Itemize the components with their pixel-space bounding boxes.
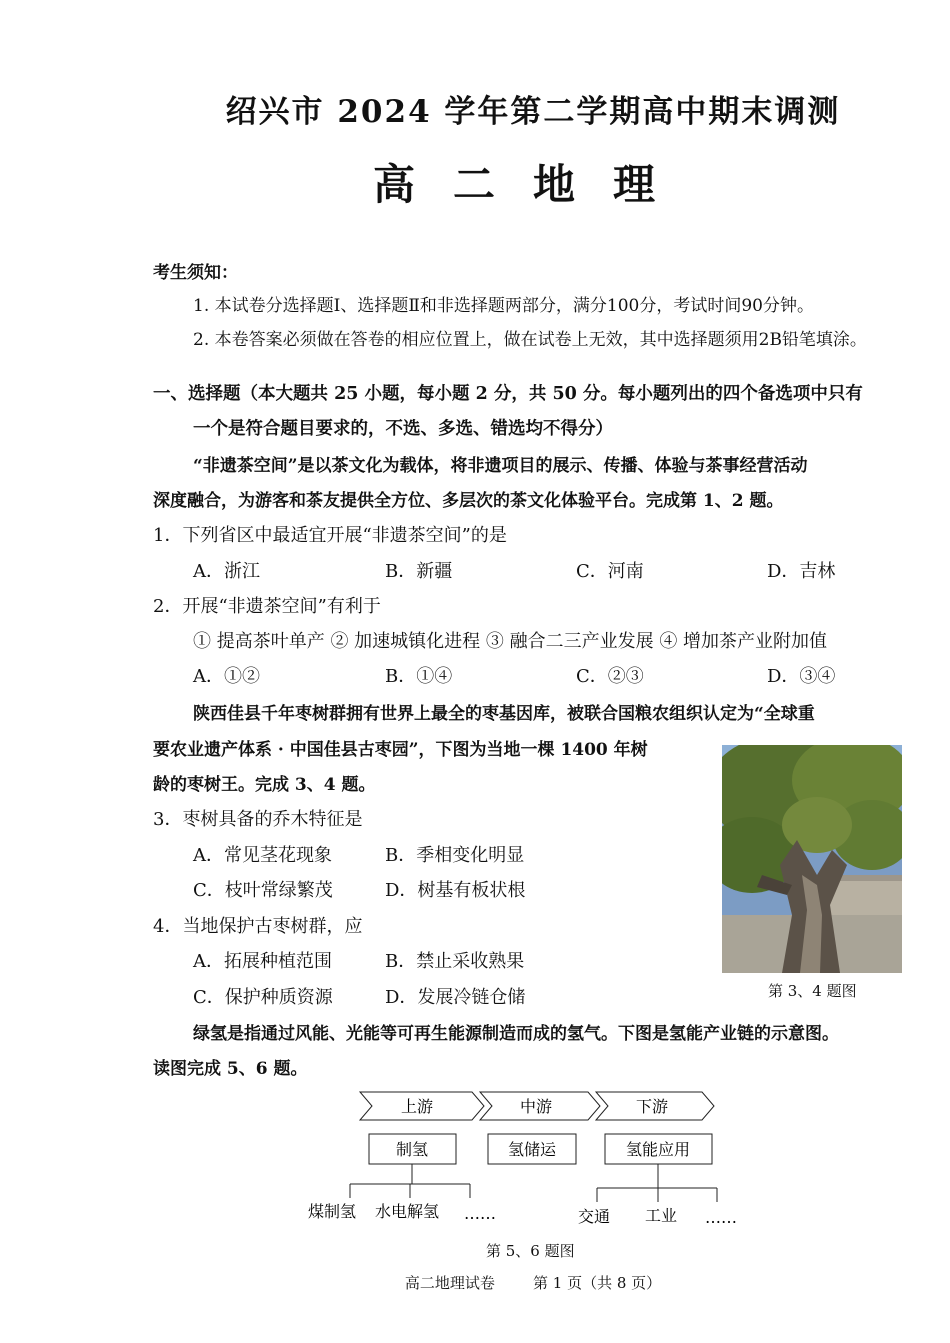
q2-stem: 2．开展“非遗茶空间”有利于 (153, 596, 381, 617)
stage-label-upstream: 上游 (400, 1097, 434, 1116)
child-down-ellipsis: …… (705, 1208, 737, 1227)
q4-option-a: A．拓展种植范围 (193, 951, 332, 972)
q3-stem: 3．枣树具备的乔木特征是 (153, 809, 363, 830)
q3-option-d: D．树基有板状根 (385, 880, 526, 901)
jujube-tree-photo (722, 745, 902, 973)
q3-option-c: C．枝叶常绿繁茂 (193, 880, 333, 901)
passage-2-line-1: 陕西佳县千年枣树群拥有世界上最全的枣基因库，被联合国粮农组织认定为“全球重 (193, 704, 815, 724)
stage-label-downstream: 下游 (635, 1097, 669, 1116)
section-heading-line-2: 一个是符合题目要求的，不选、多选、错选均不得分） (193, 419, 613, 439)
child-industry: 工业 (644, 1206, 678, 1225)
stage-label-midstream: 中游 (519, 1097, 553, 1116)
q4-option-c: C．保护种质资源 (193, 987, 333, 1008)
notice-item-2: 2. 本卷答案必须做在答卷的相应位置上，做在试卷上无效，其中选择题须用2B铅笔填涂。 (193, 330, 867, 350)
box-label-application: 氢能应用 (625, 1140, 691, 1159)
hydrogen-industry-chain-diagram (300, 1086, 750, 1236)
box-label-production: 制氢 (395, 1140, 429, 1159)
page-footer: 高二地理试卷 第 1 页（共 8 页） (404, 1274, 662, 1292)
passage-1-line-2: 深度融合，为游客和茶友提供全方位、多层次的茶文化体验平台。完成第 1、2 题。 (153, 491, 784, 511)
section-heading-line-1: 一、选择题（本大题共 25 小题，每小题 2 分，共 50 分。每小题列出的四个备选项中只有 (153, 384, 863, 404)
q4-option-d: D．发展冷链仓储 (385, 987, 526, 1008)
passage-2-line-2: 要农业遗产体系 · 中国佳县古枣园”，下图为当地一棵 1400 年树 (153, 740, 648, 760)
q1-option-c: C．河南 (576, 561, 644, 582)
passage-3-line-2: 读图完成 5、6 题。 (153, 1059, 308, 1079)
child-up-ellipsis: …… (464, 1204, 496, 1223)
q1-option-d: D．吉林 (767, 561, 836, 582)
subject-title: 高二地理 (372, 160, 693, 209)
q4-stem: 4．当地保护古枣树群，应 (153, 916, 363, 937)
q2-option-b: B．①④ (385, 666, 453, 687)
figure-5-6-caption: 第 5、6 题图 (486, 1242, 575, 1260)
q2-option-a: A．①② (193, 666, 260, 687)
q2-option-d: D．③④ (767, 666, 836, 687)
passage-2-line-3: 龄的枣树王。完成 3、4 题。 (153, 775, 376, 795)
q1-option-a: A．浙江 (193, 561, 260, 582)
figure-3-4-caption: 第 3、4 题图 (768, 982, 857, 1000)
q1-option-b: B．新疆 (385, 561, 453, 582)
passage-3-line-1: 绿氢是指通过风能、光能等可再生能源制造而成的氢气。下图是氢能产业链的示意图。 (193, 1024, 839, 1044)
q2-option-c: C．②③ (576, 666, 644, 687)
notice-heading: 考生须知： (153, 263, 238, 283)
q3-option-b: B．季相变化明显 (385, 845, 525, 866)
child-coal-hydrogen: 煤制氢 (307, 1202, 357, 1221)
q3-option-a: A．常见茎花现象 (193, 845, 332, 866)
exam-title: 绍兴市 2024 学年第二学期高中期末调测 (225, 94, 841, 130)
q2-items: ① 提高茶叶单产 ② 加速城镇化进程 ③ 融合二三产业发展 ④ 增加茶产业附加值 (193, 631, 828, 652)
q4-option-b: B．禁止采收熟果 (385, 951, 525, 972)
notice-item-1: 1. 本试卷分选择题Ⅰ、选择题Ⅱ和非选择题两部分，满分100分，考试时间90分钟。 (193, 296, 814, 316)
box-label-storage: 氢储运 (507, 1140, 557, 1159)
q1-stem: 1．下列省区中最适宜开展“非遗茶空间”的是 (153, 525, 507, 546)
child-transport: 交通 (577, 1207, 611, 1226)
passage-1-line-1: “非遗茶空间”是以茶文化为载体，将非遗项目的展示、传播、体验与茶事经营活动 (193, 456, 808, 476)
child-electrolysis-hydrogen: 水电解氢 (374, 1202, 440, 1221)
